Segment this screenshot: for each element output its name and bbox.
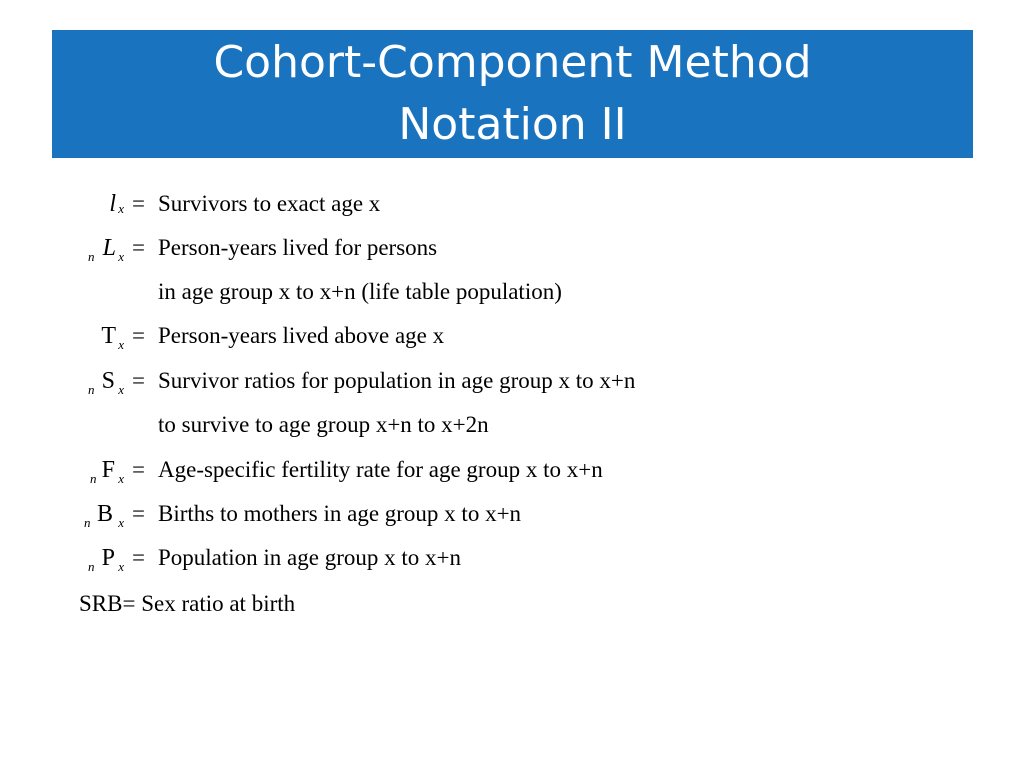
srb-label: SRB=	[79, 591, 136, 616]
equals-sign: =	[132, 235, 145, 260]
symbol-subscript: x	[118, 515, 124, 530]
definition-text: Survivors to exact age x	[158, 191, 381, 216]
equals-sign: =	[132, 545, 145, 570]
symbol-subscript: x	[118, 382, 124, 397]
symbol-prefix: n	[88, 559, 95, 574]
definition-continuation: to survive to age group x+n to x+2n	[158, 412, 489, 437]
symbol-prefix: n	[88, 249, 95, 264]
symbol-subscript: x	[118, 201, 124, 216]
symbol-nFx	[0, 450, 145, 490]
symbol-lx	[0, 184, 145, 224]
definition-text: Age-specific fertility rate for age group x to x+n	[158, 457, 603, 482]
equals-sign: =	[132, 191, 145, 216]
symbol-prefix: n	[88, 382, 95, 397]
definition-text: Person-years lived for persons	[158, 235, 438, 260]
srb-text: Sex ratio at birth	[141, 591, 296, 616]
definition-text: Births to mothers in age group x to x+n	[158, 501, 522, 526]
equals-sign: =	[132, 323, 145, 348]
equals-sign: =	[132, 501, 145, 526]
symbol-nLx	[0, 228, 145, 268]
symbol-nBx	[0, 494, 145, 534]
equals-sign: =	[132, 368, 145, 393]
definition-text: Person-years lived above age x	[158, 323, 445, 348]
symbol-subscript: x	[118, 471, 124, 486]
symbol-main: B	[96, 501, 113, 527]
symbol-main: T	[101, 323, 116, 349]
definition-srb	[79, 584, 295, 624]
symbol-subscript: x	[118, 249, 124, 264]
symbol-subscript: x	[118, 559, 124, 574]
definition-text: Population in age group x to x+n	[158, 545, 461, 570]
symbol-main: S	[101, 368, 115, 394]
slide-title-line-1: Cohort-Component Method	[213, 37, 812, 88]
definition-continuation: in age group x to x+n (life table population)	[158, 279, 562, 304]
symbol-prefix: n	[84, 515, 91, 530]
slide-title-line-2: Notation II	[398, 99, 627, 150]
symbol-nPx	[0, 538, 145, 578]
symbol-subscript: x	[118, 337, 124, 352]
symbol-prefix: n	[90, 471, 97, 486]
symbol-main: F	[101, 457, 115, 483]
equals-sign: =	[132, 457, 145, 482]
definition-text: Survivor ratios for population in age group x to x+n	[158, 368, 636, 393]
symbol-Tx	[0, 316, 145, 356]
symbol-main: l	[109, 191, 116, 217]
symbol-nSx	[0, 361, 145, 401]
symbol-main: L	[102, 235, 116, 261]
slide-title	[52, 30, 973, 158]
symbol-main: P	[101, 545, 115, 571]
